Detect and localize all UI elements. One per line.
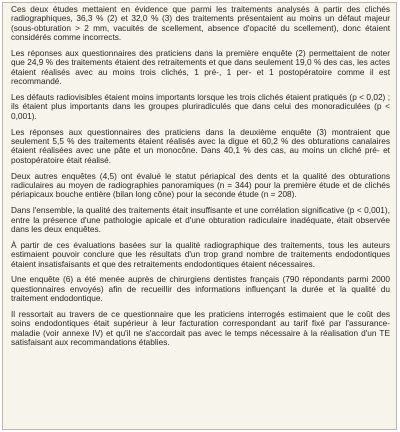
paragraph-5: Deux autres enquêtes (4,5) ont évalué le statut périapical des dents et la qualité des obturations radiculaires au moyen de radiographies panoramiques (n = 344) pour la première étude et de clichés périapicaux bouche entière (bilan long cône) pour la seconde étude (n = 208). [11, 170, 390, 200]
paragraph-6: Dans l'ensemble, la qualité des traitements était insuffisante et une corrélation significative (p < 0,001), entre la présence d'une pathologie apicale et d'une obturation radiculaire inadéquate, était observée dans les deux enquêtes. [11, 205, 390, 234]
paragraph-1: Ces deux études mettaient en évidence que parmi les traitements analysés à partir des clichés radiographiques, 36,3 % (2) et 32,0 % (3) des traitements présentaient au moins un défaut majeur (sous-obturation > 2 mm, vacuités de scellement, absence d'opacité du scellement), donc étaient considérés comme incorrects. [11, 4, 390, 43]
paragraph-8: Une enquête (6) a été menée auprès de chirurgiens dentistes français (790 répondants parmi 2000 questionnaires envoyés) afin de recueillir des informations influençant la durée et la qualité du traitement endodontique. [11, 274, 390, 304]
paragraph-9: Il ressortait au travers de ce questionnaire que les praticiens interrogés estimaient que le coût des soins endodontiques était supérieur à leur facturation correspondant au tarif fixé par l'assurance-maladie (voir annexe IV) et qu'il ne s'accordait pas avec le temps nécessaire à la réalisation d'un TE satisfaisant aux recommandations établies. [11, 308, 390, 348]
paragraph-3: Les défauts radiovisibles étaient moins importants lorsque les trois clichés étaient pratiqués (p < 0,02) ; ils étaient plus importants dans les groupes pluriradiculés que dans celui des monoradiculées (p < 0,001). [11, 92, 390, 121]
paragraph-7: À partir de ces évaluations basées sur la qualité radiographique des traitements, tous les auteurs estimaient pouvoir conclure que les résultats d'un trop grand nombre de traitements endodontiques étaient insatisfaisants et que des retraitements endodontiques étaient nécessaires. [11, 239, 390, 269]
document-page [2, 2, 397, 430]
paragraph-4: Les réponses aux questionnaires des praticiens dans la deuxième enquête (3) montraient que seulement 5,5 % des traitements étaient réalisés avec la digue et 60,2 % des obturations canalaires étaient réalisées avec une pâte et un monocône. Dans 40,1 % des cas, au moins un cliché pré- et postopératoire était réalisé. [11, 126, 390, 165]
paragraph-2: Les réponses aux questionnaires des praticiens dans la première enquête (2) permettaient de noter que 24,9 % des traitements étaient des retraitements et que dans seulement 19,0 % des cas, les actes étaient réalisés avec au moins trois clichés, 1 pré-, 1 per- et 1 postopératoire comme il est recommandé. [11, 48, 390, 87]
